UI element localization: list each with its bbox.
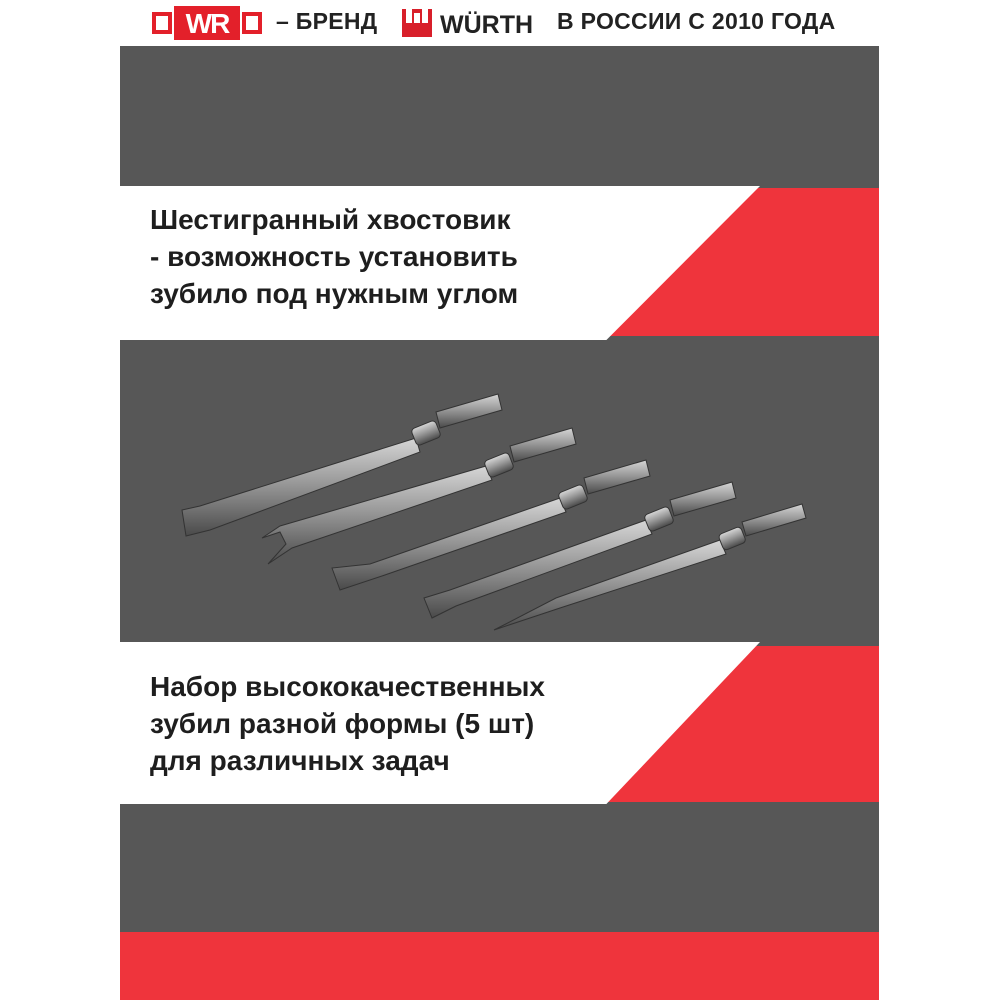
- feature-2-line: Набор высококачественных: [150, 671, 545, 702]
- feature-2-line: для различных задач: [150, 745, 450, 776]
- wurth-logo: [400, 6, 542, 40]
- wr-logo: [152, 6, 262, 40]
- top-gray-band: [120, 46, 879, 188]
- brand-bar: [0, 0, 1000, 46]
- product-card: [120, 46, 879, 1000]
- wr-logo-text: WR: [185, 8, 229, 39]
- brand-label: – БРЕНД: [276, 8, 378, 34]
- feature-1-line: - возможность установить: [150, 241, 518, 272]
- feature-1-line: зубило под нужным углом: [150, 278, 519, 309]
- wurth-logo-text: WÜRTH: [440, 11, 534, 39]
- feature-2-line: зубил разной формы (5 шт): [150, 708, 535, 739]
- feature-1-line: Шестигранный хвостовик: [150, 204, 511, 235]
- chisel-set-icon: [120, 386, 879, 646]
- feature-1-headline: [150, 201, 620, 312]
- lower-gray-band: [120, 802, 879, 932]
- wurth-emblem-icon: [402, 9, 432, 37]
- since-label: В РОССИИ С 2010 ГОДА: [557, 8, 836, 34]
- bottom-red-band: [120, 932, 879, 1000]
- feature-2-headline: [150, 668, 620, 779]
